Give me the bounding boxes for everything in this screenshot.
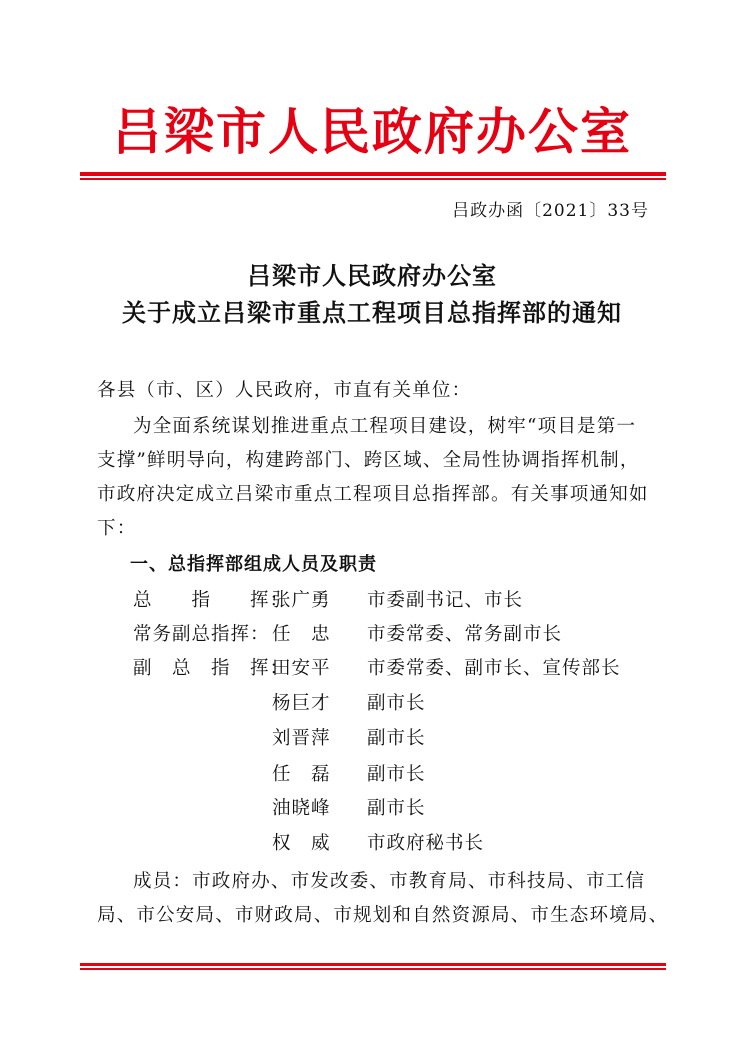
member-name: 杨巨才	[272, 693, 331, 714]
member-position: 市委常委、常务副市长	[367, 624, 563, 645]
member-role: 总 指 挥：	[133, 590, 290, 611]
member-role: 副 总 指 挥：	[133, 658, 290, 679]
member-position: 副市长	[367, 798, 426, 819]
member-position: 市委常委、副市长、宣传部长	[367, 658, 621, 679]
paragraph-line: 下：	[97, 518, 137, 539]
member-name: 权 威	[272, 833, 331, 854]
member-position: 市政府秘书长	[367, 833, 485, 854]
members-units-line: 成员：市政府办、市发改委、市教育局、市科技局、市工信	[133, 871, 646, 892]
letterhead-red-line-thick	[80, 172, 666, 176]
member-name: 任 忠	[272, 624, 331, 645]
letterhead-red-line-thin	[80, 178, 666, 180]
paragraph-line: 为全面系统谋划推进重点工程项目建设，树牢“项目是第一	[133, 416, 637, 437]
member-position: 市委副书记、市长	[367, 590, 524, 611]
member-name: 任 磊	[272, 764, 331, 785]
member-position: 副市长	[367, 728, 426, 749]
paragraph-line: 支撑”鲜明导向，构建跨部门、跨区域、全局性协调指挥机制，	[97, 450, 640, 471]
document-title-line-2: 关于成立吕梁市重点工程项目总指挥部的通知	[122, 298, 622, 327]
member-role: 常务副总指挥：	[133, 624, 270, 645]
member-name: 张广勇	[272, 590, 331, 611]
member-name: 油晓峰	[272, 798, 331, 819]
member-position: 副市长	[367, 764, 426, 785]
footer-red-line-thin	[80, 968, 666, 970]
document-title-line-1: 吕梁市人民政府办公室	[247, 261, 497, 290]
members-units-line: 局、市公安局、市财政局、市规划和自然资源局、市生态环境局、	[97, 905, 669, 926]
section-heading: 一、总指挥部组成人员及职责	[130, 554, 377, 575]
member-position: 副市长	[367, 693, 426, 714]
member-name: 田安平	[272, 658, 331, 679]
salutation: 各县（市、区）人民政府，市直有关单位：	[97, 380, 472, 401]
member-name: 刘晋萍	[272, 728, 331, 749]
footer-red-line-thick	[80, 963, 666, 966]
letterhead-title: 吕梁市人民政府办公室	[112, 102, 632, 161]
document-number: 吕政办函〔2021〕33号	[452, 201, 649, 221]
paragraph-line: 市政府决定成立吕梁市重点工程项目总指挥部。有关事项通知如	[97, 484, 649, 505]
